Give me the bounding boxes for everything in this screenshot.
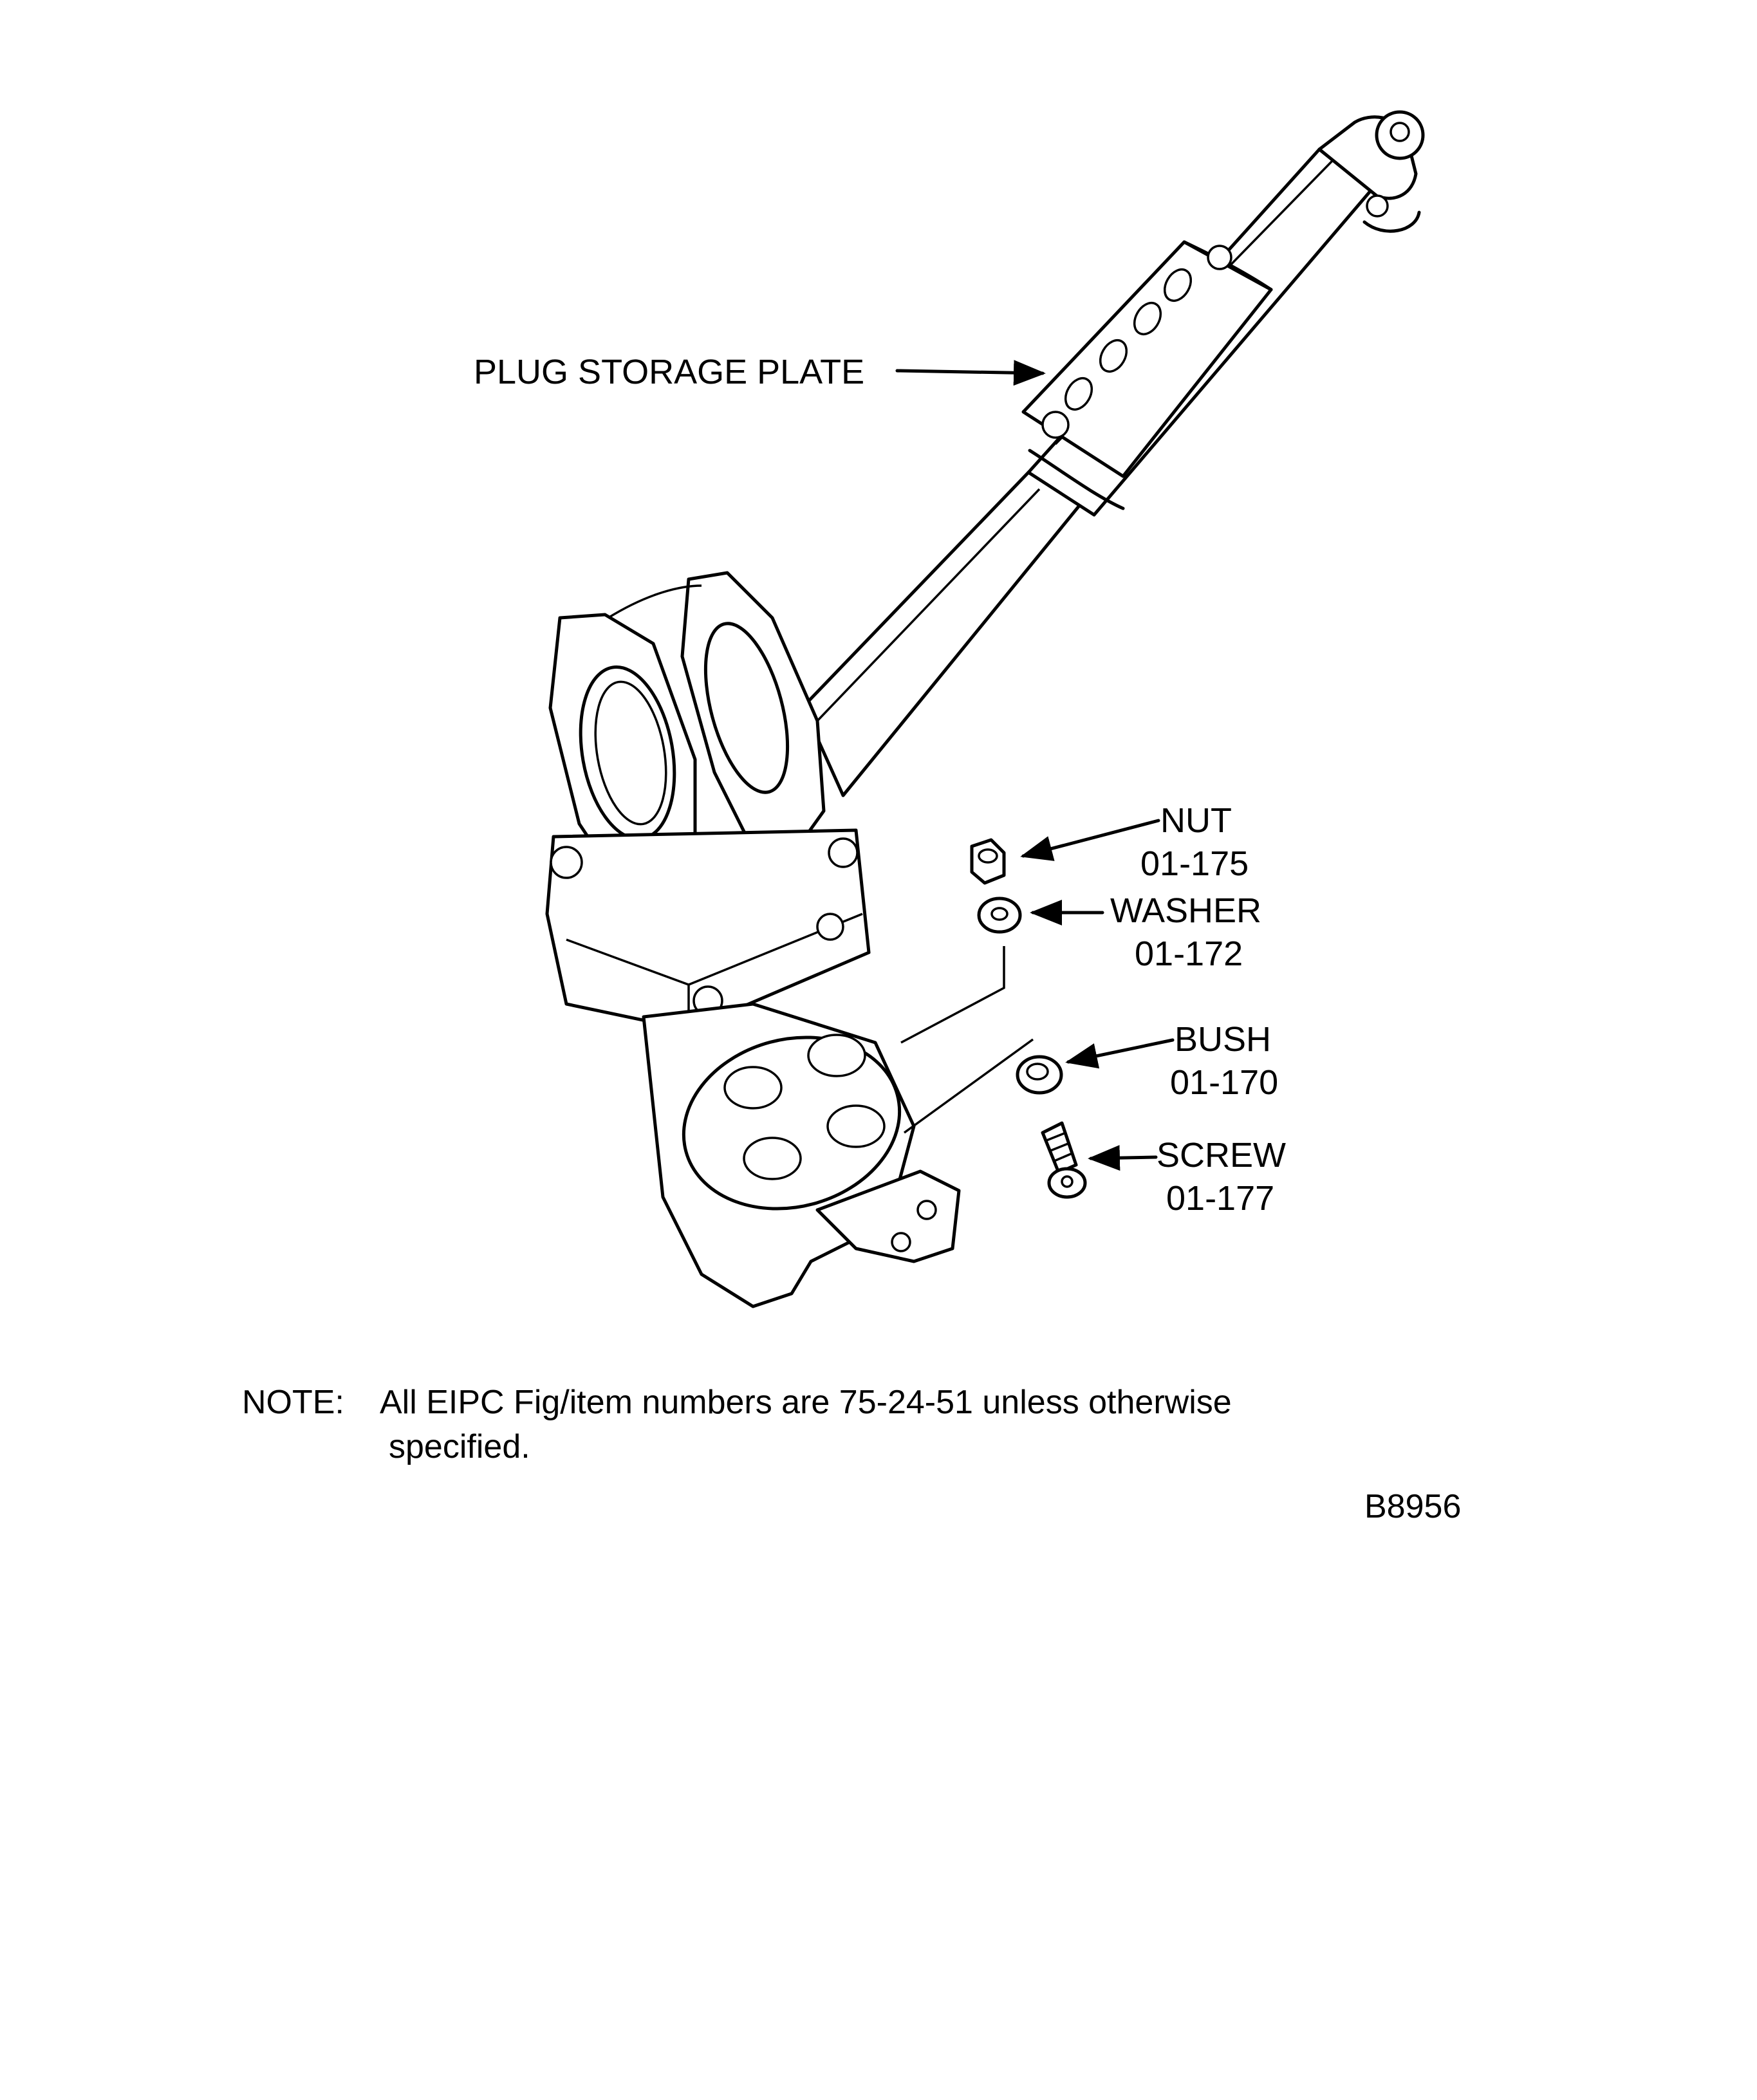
plug-storage-plate-label: PLUG STORAGE PLATE	[474, 353, 865, 391]
washer-label: WASHER	[1110, 891, 1262, 930]
screw-label: SCREW	[1157, 1136, 1286, 1175]
washer-ref-label: 01-172	[1135, 934, 1243, 973]
bush-part	[1018, 1057, 1061, 1093]
bush-ref-label: 01-170	[1170, 1063, 1279, 1102]
note-prefix: NOTE:	[242, 1384, 344, 1421]
screw-ref-label: 01-177	[1166, 1179, 1275, 1218]
note-line-2: specified.	[389, 1428, 530, 1465]
nut-label: NUT	[1160, 801, 1232, 840]
note-line-1: All EIPC Fig/item numbers are 75-24-51 unless otherwise	[380, 1384, 1232, 1421]
nut-part	[972, 840, 1004, 883]
bush-label: BUSH	[1175, 1020, 1272, 1059]
nut-ref-label: 01-175	[1140, 844, 1249, 883]
screw-part	[1043, 1123, 1085, 1197]
actuator-rod	[803, 112, 1423, 795]
washer-part	[979, 898, 1020, 932]
figure-id: B8956	[1364, 1488, 1462, 1525]
